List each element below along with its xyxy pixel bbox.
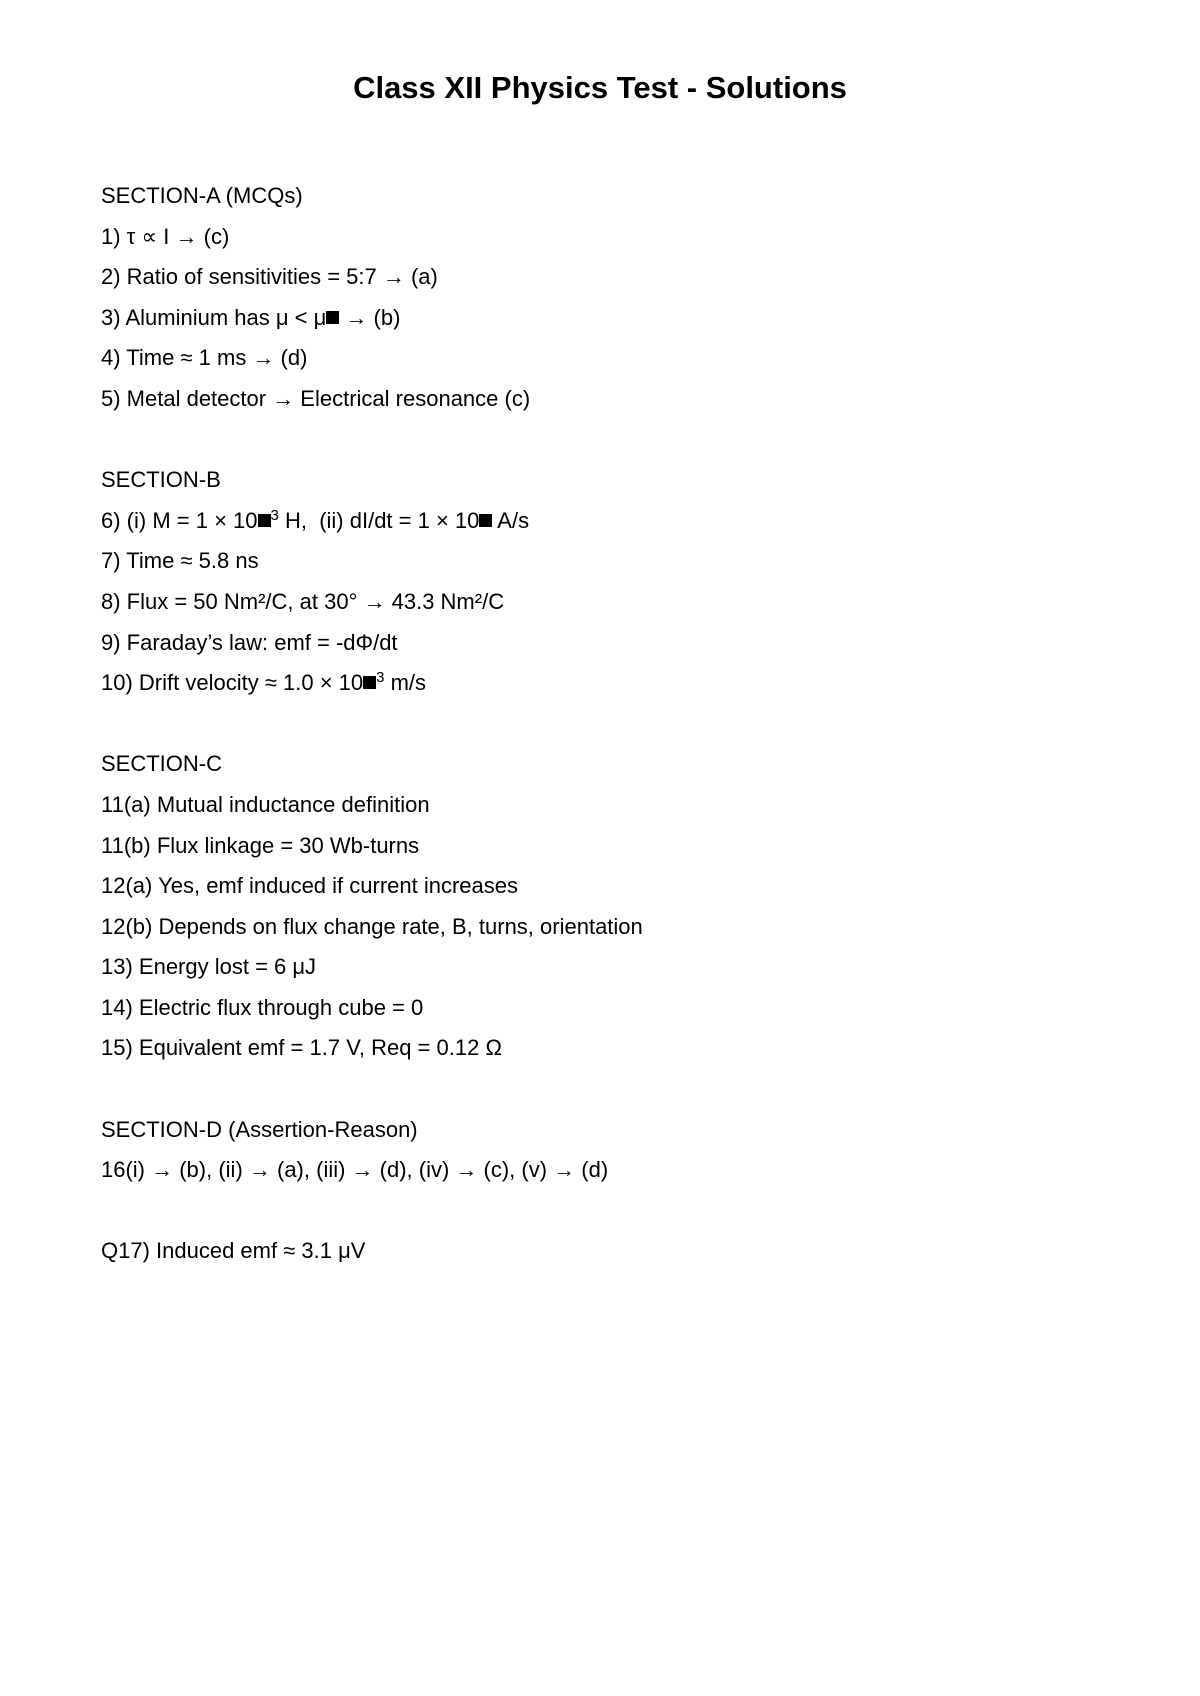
missing-glyph-box [479,514,492,527]
answer-14: 14) Electric flux through cube = 0 [101,994,424,1020]
answer-3-text-a: 3) Aluminium has μ < μ [101,304,327,330]
question-17 [101,1231,1101,1272]
answer-11a: 11(a) Mutual inductance definition [101,791,430,817]
section-c [101,744,1101,1069]
missing-glyph-box [258,514,271,527]
answer-3 [101,298,1101,339]
answer-11b: 11(b) Flux linkage = 30 Wb-turns [101,832,420,858]
answer-8: 8) Flux = 50 Nm²/C, at 30° → 43.3 Nm²/C [101,588,505,614]
answer-10-text-a: 10) Drift velocity ≈ 1.0 × 10 [101,670,364,696]
missing-glyph-box [326,311,339,324]
missing-glyph-box [363,676,376,689]
answer-10-text-b: m/s [384,670,427,696]
answer-12a: 12(a) Yes, emf induced if current increases [101,873,519,899]
answer-6 [101,501,1101,542]
answer-7: 7) Time ≈ 5.8 ns [101,548,259,574]
section-d-heading: SECTION-D (Assertion-Reason) [101,1116,418,1142]
answer-13: 13) Energy lost = 6 μJ [101,954,317,980]
document-body [101,176,1101,1313]
answer-10-exponent: 3 [376,669,385,687]
answer-2: 2) Ratio of sensitivities = 5:7 → (a) [101,264,438,290]
answer-9: 9) Faraday’s law: emf = -dΦ/dt [101,629,398,655]
section-b-heading: SECTION-B [101,467,221,493]
answer-6-text-c: A/s [492,507,530,533]
section-a [101,176,1101,420]
answer-12b: 12(b) Depends on flux change rate, B, turns, orientation [101,913,643,939]
section-d [101,1110,1101,1191]
section-c-heading: SECTION-C [101,751,222,777]
answer-3-text-b: → (b) [339,304,401,330]
answer-5: 5) Metal detector → Electrical resonance (c) [101,385,531,411]
answer-6-text-b: H, (ii) dI/dt = 1 × 10 [278,507,480,533]
answer-6-exponent: 3 [270,506,279,524]
answer-15: 15) Equivalent emf = 1.7 V, Req = 0.12 Ω [101,1035,502,1061]
page-title: Class XII Physics Test - Solutions [353,70,847,105]
section-a-heading: SECTION-A (MCQs) [101,183,303,208]
answer-4: 4) Time ≈ 1 ms → (d) [101,345,308,371]
section-b [101,460,1101,704]
answer-10 [101,663,1101,704]
answer-1: 1) τ ∝ I → (c) [101,223,230,249]
answer-16: 16(i) → (b), (ii) → (a), (iii) → (d), (iv) → (c), (v) → (d) [101,1157,609,1183]
answer-17: Q17) Induced emf ≈ 3.1 μV [101,1238,366,1264]
answer-6-text-a: 6) (i) M = 1 × 10 [101,507,258,533]
